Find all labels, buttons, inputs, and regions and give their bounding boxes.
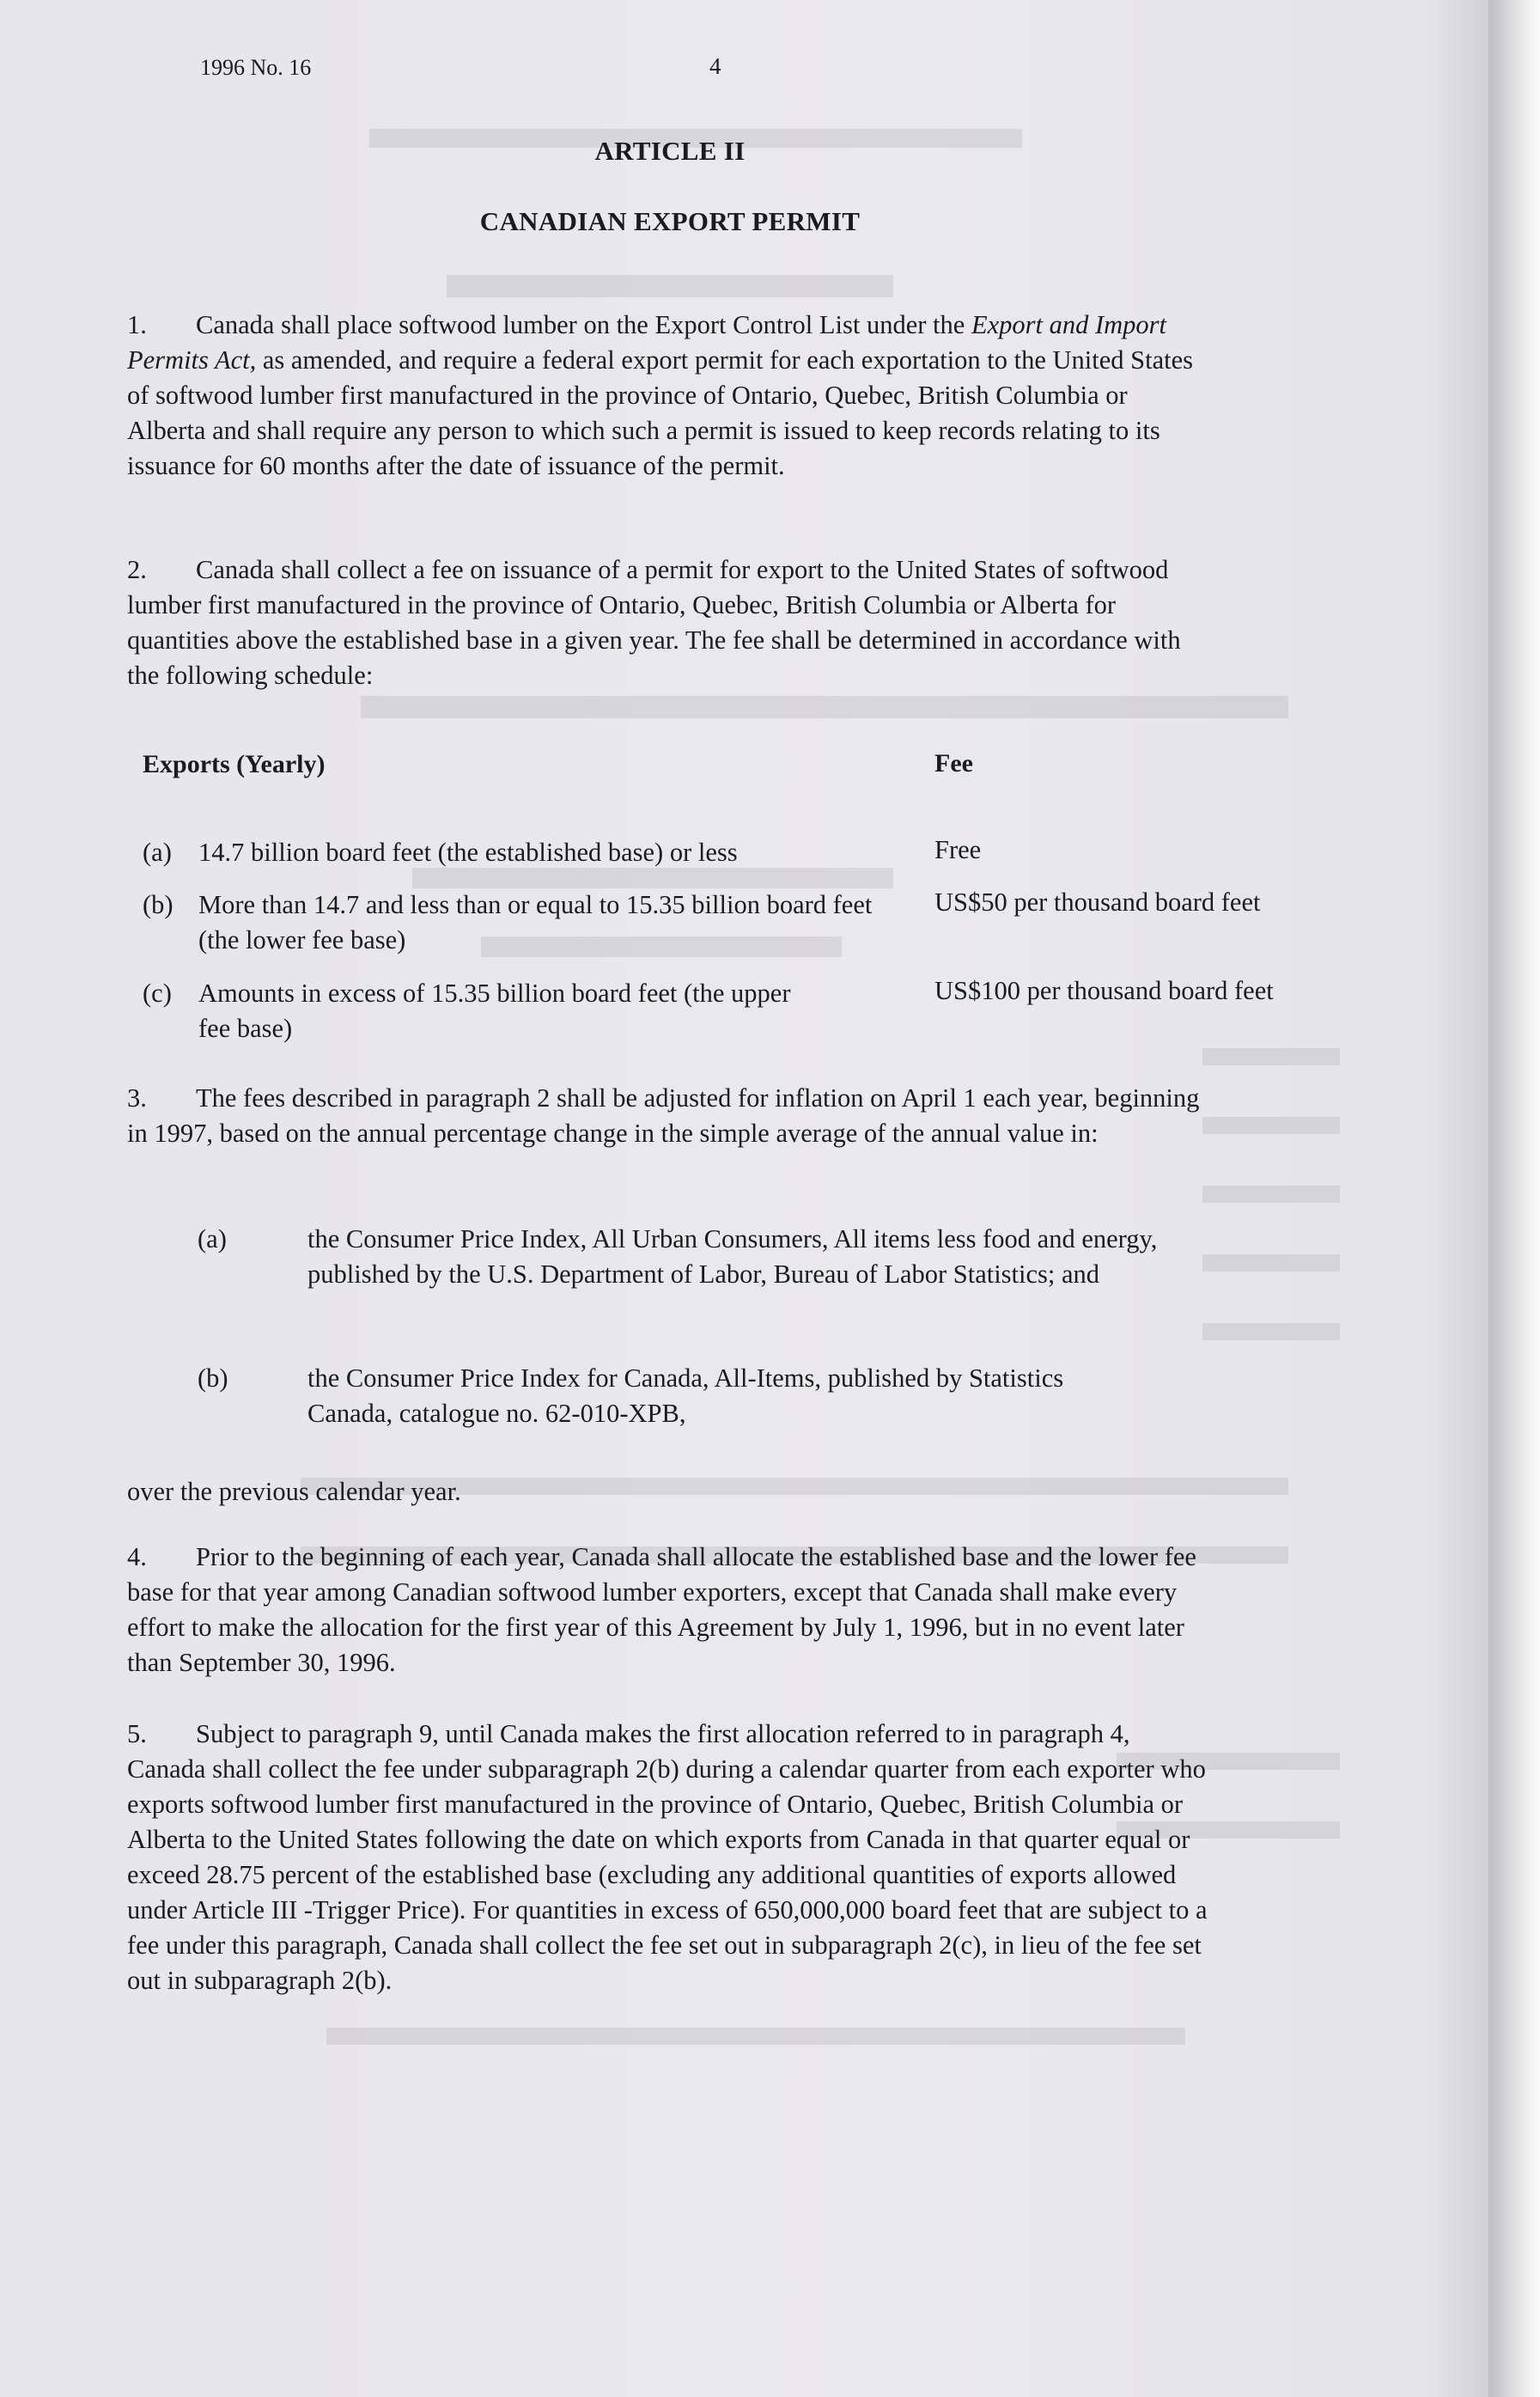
article-title: ARTICLE II xyxy=(594,136,746,166)
row-fee: US$100 per thousand board feet xyxy=(934,976,1274,1005)
paragraph-2 xyxy=(127,552,1209,693)
paragraph-text: Prior to the beginning of each year, Canada shall allocate the established base and the lower fee base for that year among Canadian softwood lumber exporters, except that Canada shall make every effort to make the allocation for the first year of this Agreement by July 1, 1996, but in no event later than September 30, 1996. xyxy=(127,1542,1196,1677)
paragraph-number: 1. xyxy=(127,310,147,339)
paragraph-text: The fees described in paragraph 2 shall be adjusted for inflation on April 1 each year, beginning in 1997, based on the annual percentage change in the simple average of the annual value in: xyxy=(127,1083,1200,1148)
row-fee: US$50 per thousand board feet xyxy=(934,887,1261,917)
paragraph-5 xyxy=(127,1717,1209,1998)
row-label: (a) xyxy=(143,838,172,867)
row-label: (b) xyxy=(143,890,173,919)
article-subtitle: CANADIAN EXPORT PERMIT xyxy=(479,206,861,236)
row-exports: Amounts in excess of 15.35 billion board feet (the upper fee base) xyxy=(198,979,791,1043)
row-label: (c) xyxy=(143,979,172,1008)
paragraph-number: 2. xyxy=(127,555,147,584)
document-reference: 1996 No. 16 xyxy=(200,55,312,80)
row-exports: 14.7 billion board feet (the established base) or less xyxy=(198,838,738,867)
paragraph-text: as amended, and require a federal export permit for each exportation to the United States of softwood lumber first manufactured in the province of Ontario, Quebec, British Columbia or Alberta and shall require any person to which such a permit is issued to keep records relating to its issuance for 60 months after the date of issuance of the permit. xyxy=(127,345,1194,480)
schedule-fee-header: Fee xyxy=(934,749,973,778)
subparagraph-text: the Consumer Price Index for Canada, All-Items, published by Statistics Canada, catalogue no. 62-010-XPB, xyxy=(307,1363,1064,1428)
subparagraph-label: (a) xyxy=(198,1224,227,1253)
schedule-exports-header: Exports (Yearly) xyxy=(143,750,326,778)
paragraph-1 xyxy=(127,308,1209,484)
page-binding-shadow xyxy=(1488,0,1540,2397)
paragraph-text: Canada shall collect a fee on issuance of a permit for export to the United States of softwood lumber first manufactured in the province of Ontario, Quebec, British Columbia or Alberta for quantities above the established base in a given year. The fee shall be determined in accordance with the following schedule: xyxy=(127,555,1181,690)
page-number: 4 xyxy=(709,53,721,79)
paragraph-number: 4. xyxy=(127,1542,147,1571)
paragraph-number: 3. xyxy=(127,1083,147,1113)
act-title-italic: Export and Import Permits Act, xyxy=(127,310,1166,375)
subparagraph-label: (b) xyxy=(198,1363,228,1393)
subparagraph-text: the Consumer Price Index, All Urban Consumers, All items less food and energy, published by the U.S. Department of Labor, Bureau of Labor Statistics; and xyxy=(307,1224,1158,1289)
row-fee: Free xyxy=(934,835,982,864)
paragraph-number: 5. xyxy=(127,1719,147,1748)
paragraph-text: Subject to paragraph 9, until Canada makes the first allocation referred to in paragraph 4, Canada shall collect the fee under subparagraph 2(b) during a calendar quarter from each exporter who exports softwood lumber first manufactured in the province of Ontario, Quebec, British Columbia or Alberta to the United States following the date on which exports from Canada in that quarter equal or exceed 28.75 percent of the established base (excluding any additional quantities of exports allowed under Article III -Trigger Price). For quantities in excess of 650,000,000 board feet that are subject to a fee under this paragraph, Canada shall collect the fee set out in subparagraph 2(c), in lieu of the fee set out in subparagraph 2(b). xyxy=(127,1719,1208,1995)
paragraph-4 xyxy=(127,1540,1209,1680)
paragraph-text: Canada shall place softwood lumber on the Export Control List under the xyxy=(196,310,971,339)
paragraph-3 xyxy=(127,1081,1209,1151)
row-exports: More than 14.7 and less than or equal to 15.35 billion board feet (the lower fee base) xyxy=(198,890,873,955)
paragraph-3-closing: over the previous calendar year. xyxy=(127,1477,461,1506)
